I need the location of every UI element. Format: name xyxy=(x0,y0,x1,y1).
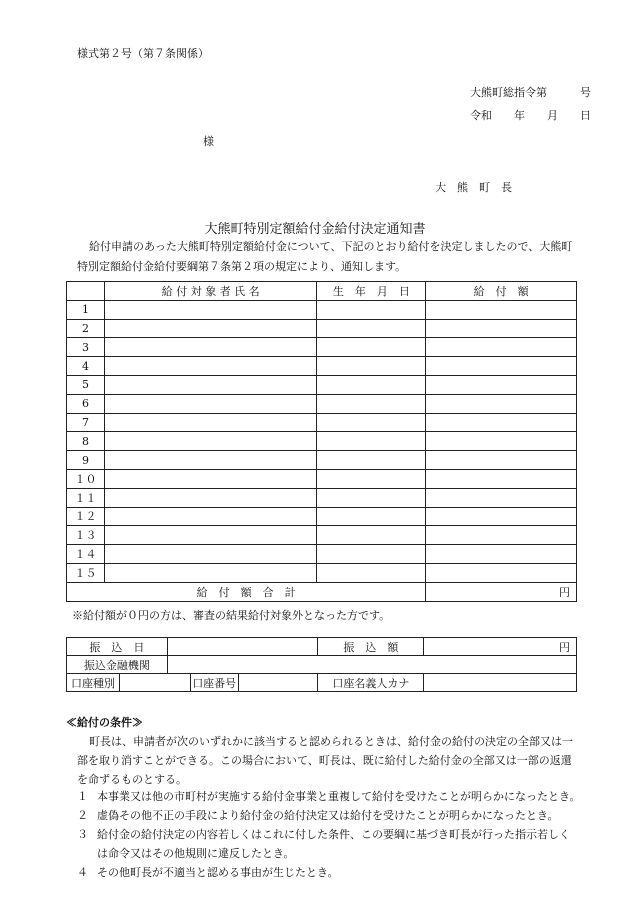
row-index: １１ xyxy=(67,488,105,507)
table-row xyxy=(67,507,577,526)
amount-cell xyxy=(426,338,577,357)
name-cell xyxy=(104,469,317,488)
header-birthdate: 生 年 月 日 xyxy=(317,282,426,301)
amount-cell xyxy=(426,545,577,564)
amount-cell xyxy=(426,526,577,545)
table-row xyxy=(67,319,577,338)
condition-number: ２ xyxy=(77,809,88,822)
row-index: １２ xyxy=(67,507,105,526)
amount-cell xyxy=(426,451,577,470)
account-number-label: 口座番号 xyxy=(190,674,238,692)
birthdate-cell xyxy=(317,338,426,357)
name-cell xyxy=(104,338,317,357)
name-cell xyxy=(104,357,317,376)
birthdate-cell xyxy=(317,507,426,526)
table-row xyxy=(67,545,577,564)
amount-cell xyxy=(426,394,577,413)
birthdate-cell xyxy=(317,451,426,470)
condition-number: ４ xyxy=(77,866,88,879)
intro-line-1: 給付申請のあった大熊町特別定額給付金について、下記のとおり給付を決定しましたので、大熊町 xyxy=(89,240,573,253)
account-type-value xyxy=(119,674,190,692)
header-amount: 給 付 額 xyxy=(426,282,577,301)
table-row xyxy=(67,432,577,451)
transfer-date-value xyxy=(167,638,318,656)
row-index: １３ xyxy=(67,526,105,545)
row-index: 4 xyxy=(67,357,105,376)
birthdate-cell xyxy=(317,563,426,582)
birthdate-cell xyxy=(317,375,426,394)
transfer-amount-label: 振 込 額 xyxy=(318,638,424,656)
bank-label: 振込金融機関 xyxy=(67,656,168,674)
row-index: 2 xyxy=(67,319,105,338)
account-holder-value xyxy=(424,674,577,692)
recipient-table xyxy=(66,281,577,602)
birthdate-cell xyxy=(317,300,426,319)
conditions-heading: ≪給付の条件≫ xyxy=(66,716,143,729)
amount-cell xyxy=(426,413,577,432)
form-number: 様式第２号（第７条関係） xyxy=(77,47,209,60)
note: ※給付額が０円の方は、審査の結果給付対象外となった方です。 xyxy=(72,609,391,622)
account-type-label: 口座種別 xyxy=(67,674,120,692)
row-index: 7 xyxy=(67,413,105,432)
table-row xyxy=(67,357,577,376)
name-cell xyxy=(104,319,317,338)
birthdate-cell xyxy=(317,357,426,376)
name-cell xyxy=(104,413,317,432)
table-row xyxy=(67,526,577,545)
name-cell xyxy=(104,432,317,451)
table-row xyxy=(67,338,577,357)
table-row xyxy=(67,375,577,394)
reference-number: 大熊町総指令第 号 xyxy=(470,86,591,99)
conditions-lead-2: 部を取り消すことができる。この場合において、町長は、既に給付した給付金の全部又は一部の返還 xyxy=(77,754,572,767)
table-row xyxy=(67,394,577,413)
name-cell xyxy=(104,451,317,470)
total-row xyxy=(67,582,577,601)
payment-table xyxy=(66,637,577,692)
conditions-list xyxy=(77,787,581,882)
amount-cell xyxy=(426,469,577,488)
name-cell xyxy=(104,526,317,545)
table-row xyxy=(67,469,577,488)
amount-cell xyxy=(426,507,577,526)
name-cell xyxy=(104,375,317,394)
date-line: 令和 年 月 日 xyxy=(470,109,591,122)
birthdate-cell xyxy=(317,488,426,507)
condition-text: 虚偽その他不正の手段により給付金の給付決定又は給付を受けたことが明らかになったとき。 xyxy=(97,809,559,822)
total-label: 給 付 額 合 計 xyxy=(67,582,426,601)
name-cell xyxy=(104,394,317,413)
condition-text: は命令又はその他規則に違反したとき。 xyxy=(97,847,295,860)
header-name: 給 付 対 象 者 氏 名 xyxy=(104,282,317,301)
condition-text: その他町長が不適当と認める事由が生じたとき。 xyxy=(97,866,339,879)
amount-cell xyxy=(426,375,577,394)
row-index: １０ xyxy=(67,469,105,488)
condition-text: 本事業又は他の市町村が実施する給付金事業と重複して給付を受けたことが明らかになったとき。 xyxy=(97,790,581,803)
amount-cell xyxy=(426,432,577,451)
condition-number: ３ xyxy=(77,828,88,841)
name-cell xyxy=(104,563,317,582)
name-cell xyxy=(104,545,317,564)
row-index: １４ xyxy=(67,545,105,564)
header-index xyxy=(67,282,105,301)
table-header xyxy=(67,282,577,301)
transfer-amount-unit: 円 xyxy=(424,638,577,656)
amount-cell xyxy=(426,319,577,338)
amount-cell xyxy=(426,563,577,582)
addressee-suffix: 様 xyxy=(203,135,214,148)
row-index: 9 xyxy=(67,451,105,470)
row-index: 1 xyxy=(67,300,105,319)
row-index: 3 xyxy=(67,338,105,357)
birthdate-cell xyxy=(317,319,426,338)
row-index: １５ xyxy=(67,563,105,582)
intro-line-2: 特別定額給付金給付要綱第７条第２項の規定により、通知します。 xyxy=(77,260,407,273)
birthdate-cell xyxy=(317,526,426,545)
account-holder-label: 口座名義人カナ xyxy=(318,674,424,692)
account-number-value xyxy=(238,674,318,692)
birthdate-cell xyxy=(317,413,426,432)
issuer: 大 熊 町 長 xyxy=(435,181,512,194)
amount-cell xyxy=(426,357,577,376)
table-row xyxy=(67,451,577,470)
bank-value xyxy=(167,656,576,674)
row-index: 6 xyxy=(67,394,105,413)
name-cell xyxy=(104,507,317,526)
table-row xyxy=(67,563,577,582)
amount-cell xyxy=(426,300,577,319)
table-row xyxy=(67,413,577,432)
total-unit: 円 xyxy=(426,582,577,601)
row-index: 8 xyxy=(67,432,105,451)
condition-number: １ xyxy=(77,790,88,803)
birthdate-cell xyxy=(317,394,426,413)
conditions-lead-3: を命ずるものとする。 xyxy=(77,773,187,786)
row-index: 5 xyxy=(67,375,105,394)
name-cell xyxy=(104,300,317,319)
document-title: 大熊町特別定額給付金給付決定通知書 xyxy=(204,222,426,237)
amount-cell xyxy=(426,488,577,507)
name-cell xyxy=(104,488,317,507)
table-row xyxy=(67,300,577,319)
table-row xyxy=(67,488,577,507)
conditions-lead-1: 町長は、申請者が次のいずれかに該当すると認められるときは、給付金の給付の決定の全部又は一 xyxy=(89,735,573,748)
transfer-date-label: 振 込 日 xyxy=(67,638,168,656)
birthdate-cell xyxy=(317,432,426,451)
birthdate-cell xyxy=(317,469,426,488)
condition-text: 給付金の給付決定の内容若しくはこれに付した条件、この要綱に基づき町長が行った指示若しく xyxy=(97,828,570,841)
birthdate-cell xyxy=(317,545,426,564)
